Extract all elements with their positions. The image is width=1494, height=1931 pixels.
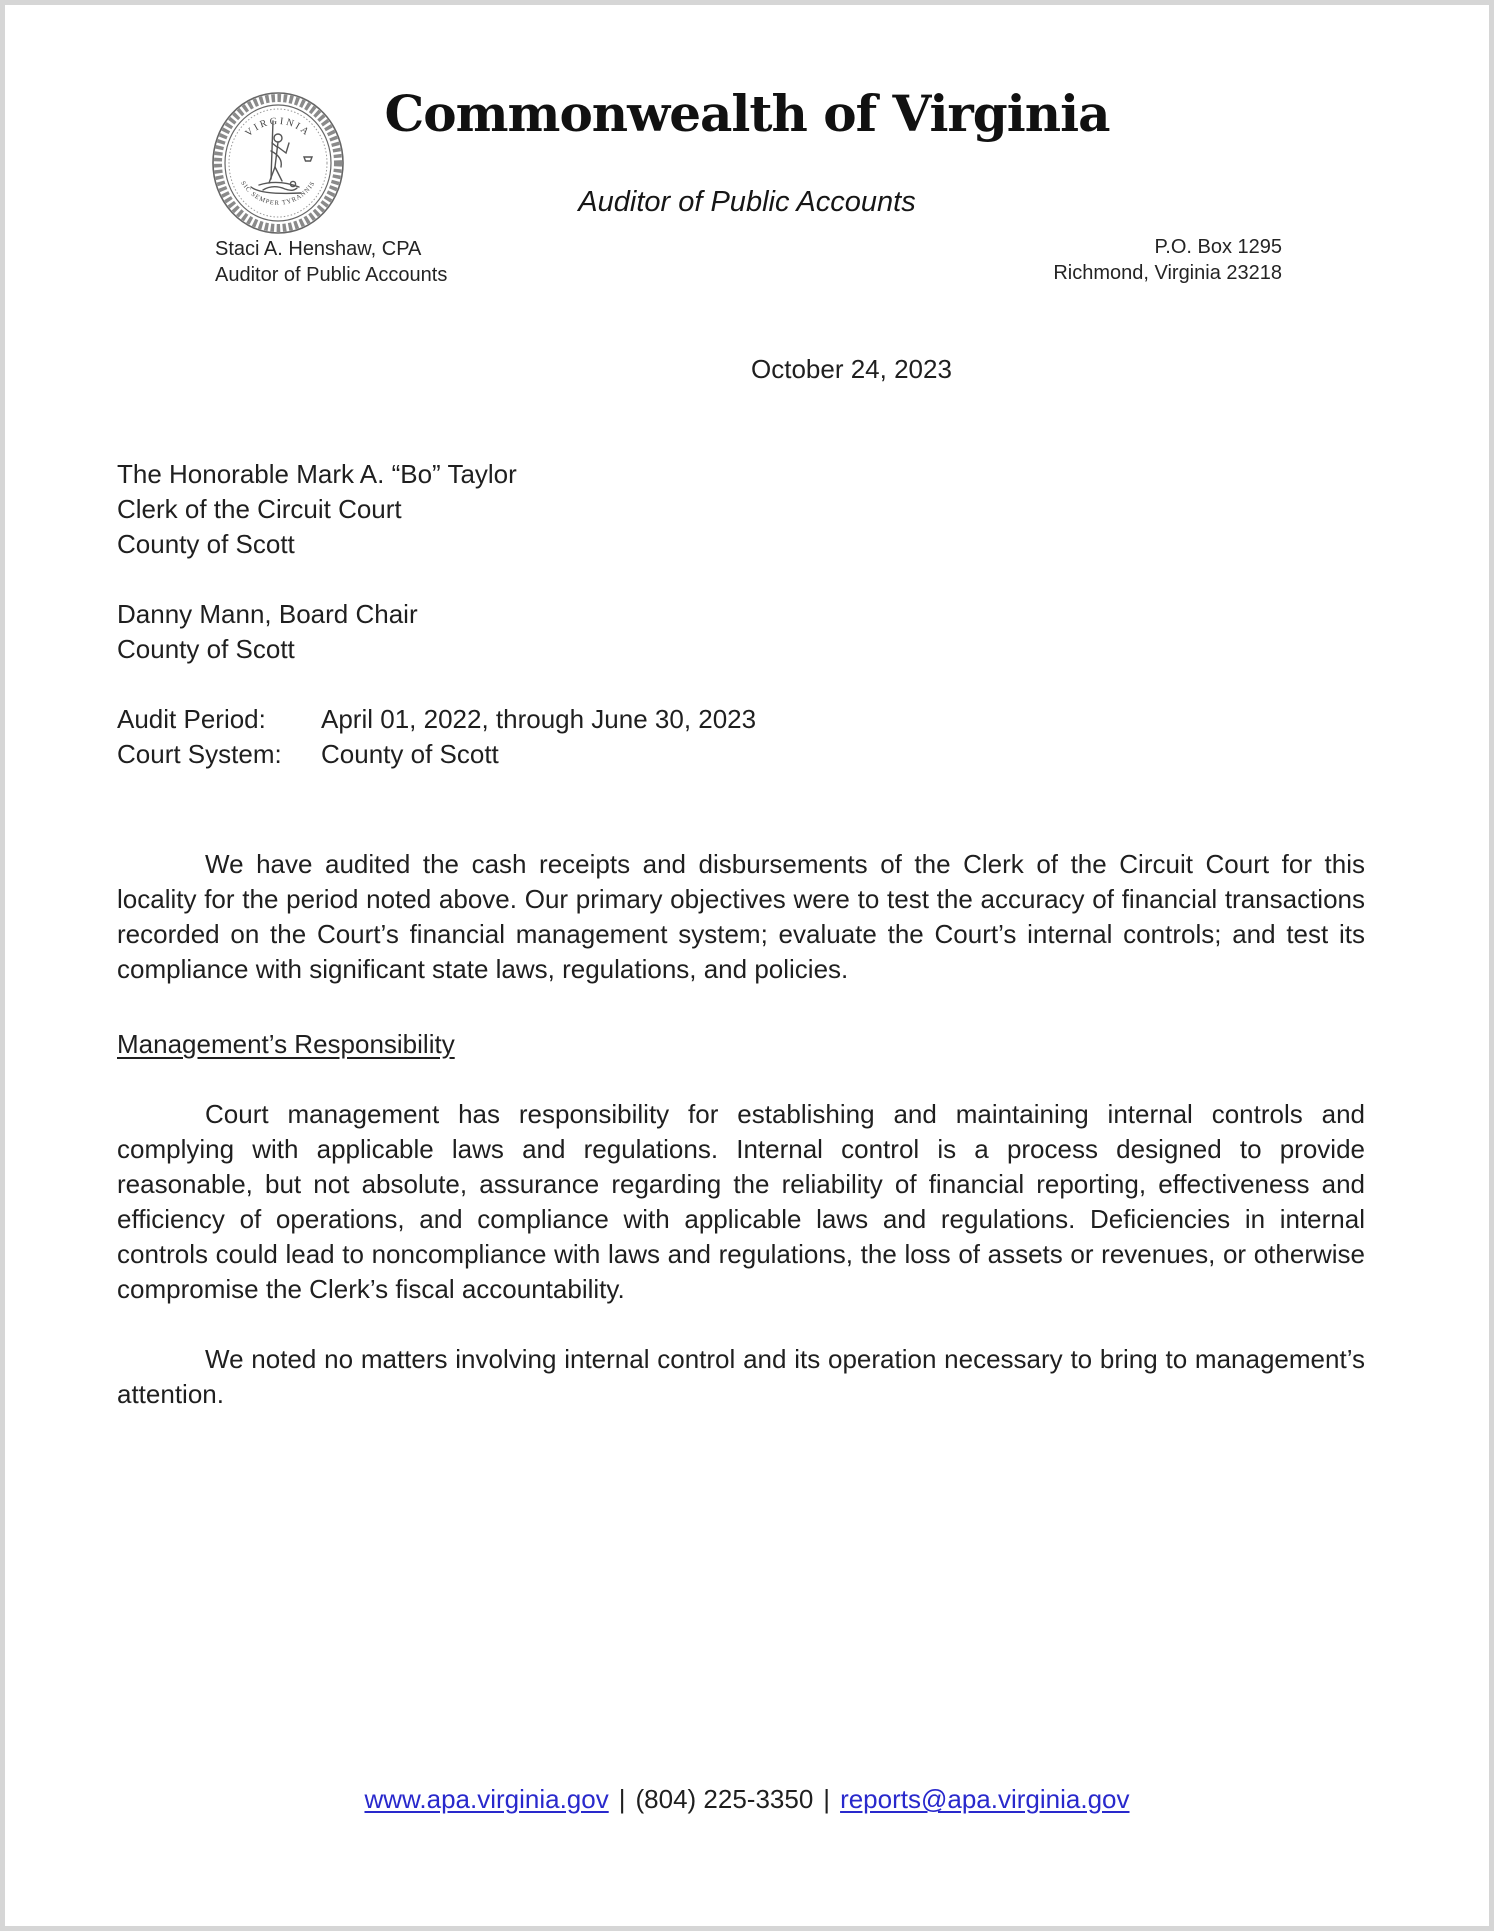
address-block [1053,234,1282,286]
official-name: Staci A. Henshaw, CPA [215,238,422,260]
recipient-block-clerk [117,457,517,562]
audit-period-value: April 01, 2022, through June 30, 2023 [321,704,757,734]
recipient-locality: County of Scott [117,634,295,664]
seal-bottom-text: SIC SEMPER TYRANNIS [239,179,317,207]
footer-website-link[interactable]: www.apa.virginia.gov [364,1784,609,1814]
recipient-name: Danny Mann, Board Chair [117,599,418,629]
audit-period-row [117,702,756,737]
audit-period-label: Audit Period: [117,704,266,734]
court-system-value: County of Scott [321,739,499,769]
recipient-name: The Honorable Mark A. “Bo” Taylor [117,459,517,489]
recipient-locality: County of Scott [117,529,295,559]
section-heading-managements-responsibility: Management’s Responsibility [117,1029,455,1059]
footer-email-link[interactable]: reports@apa.virginia.gov [840,1784,1130,1814]
official-block [215,236,447,288]
recipient-title: Clerk of the Circuit Court [117,494,402,524]
audit-info-block [117,702,756,772]
address-po-box: P.O. Box 1295 [1154,236,1282,258]
seal-top-text: VIRGINIA [243,115,313,140]
footer-separator: | [823,1784,831,1814]
recipient-block-board-chair [117,597,418,667]
footer-phone: (804) 225-3350 [635,1784,814,1814]
official-title: Auditor of Public Accounts [215,264,448,286]
org-title: Commonwealth of Virginia [384,84,1110,143]
paragraph-no-matters-noted: We noted no matters involving internal control and its operation necessary to bring to management’s attention. [117,1344,1365,1409]
footer-contact-line [5,1782,1489,1817]
paragraph-audit-scope: We have audited the cash receipts and disbursements of the Clerk of the Circuit Court for this locality for the period noted above. Our primary objectives were to test the accuracy of financial transactions recorded on the Court’s financial management system; evaluate the Court’s internal controls; and test its compliance with significant state laws, regulations, and policies. [117,849,1365,984]
court-system-row [117,737,756,772]
letter-date: October 24, 2023 [751,354,952,384]
paragraph-management-responsibility: Court management has responsibility for establishing and maintaining internal controls and complying with applicable laws and regulations. Internal control is a process designed to provide reasonable, but not absolute, assurance regarding the reliability of financial reporting, effectiveness and efficiency of operations, and compliance with applicable laws and regulations. Deficiencies in internal controls could lead to noncompliance with laws and regulations, the loss of assets or revenues, or otherwise compromise the Clerk’s fiscal accountability. [117,1099,1365,1304]
footer-separator: | [618,1784,626,1814]
org-subtitle: Auditor of Public Accounts [578,186,916,218]
court-system-label: Court System: [117,739,282,769]
address-city: Richmond, Virginia 23218 [1053,262,1282,284]
